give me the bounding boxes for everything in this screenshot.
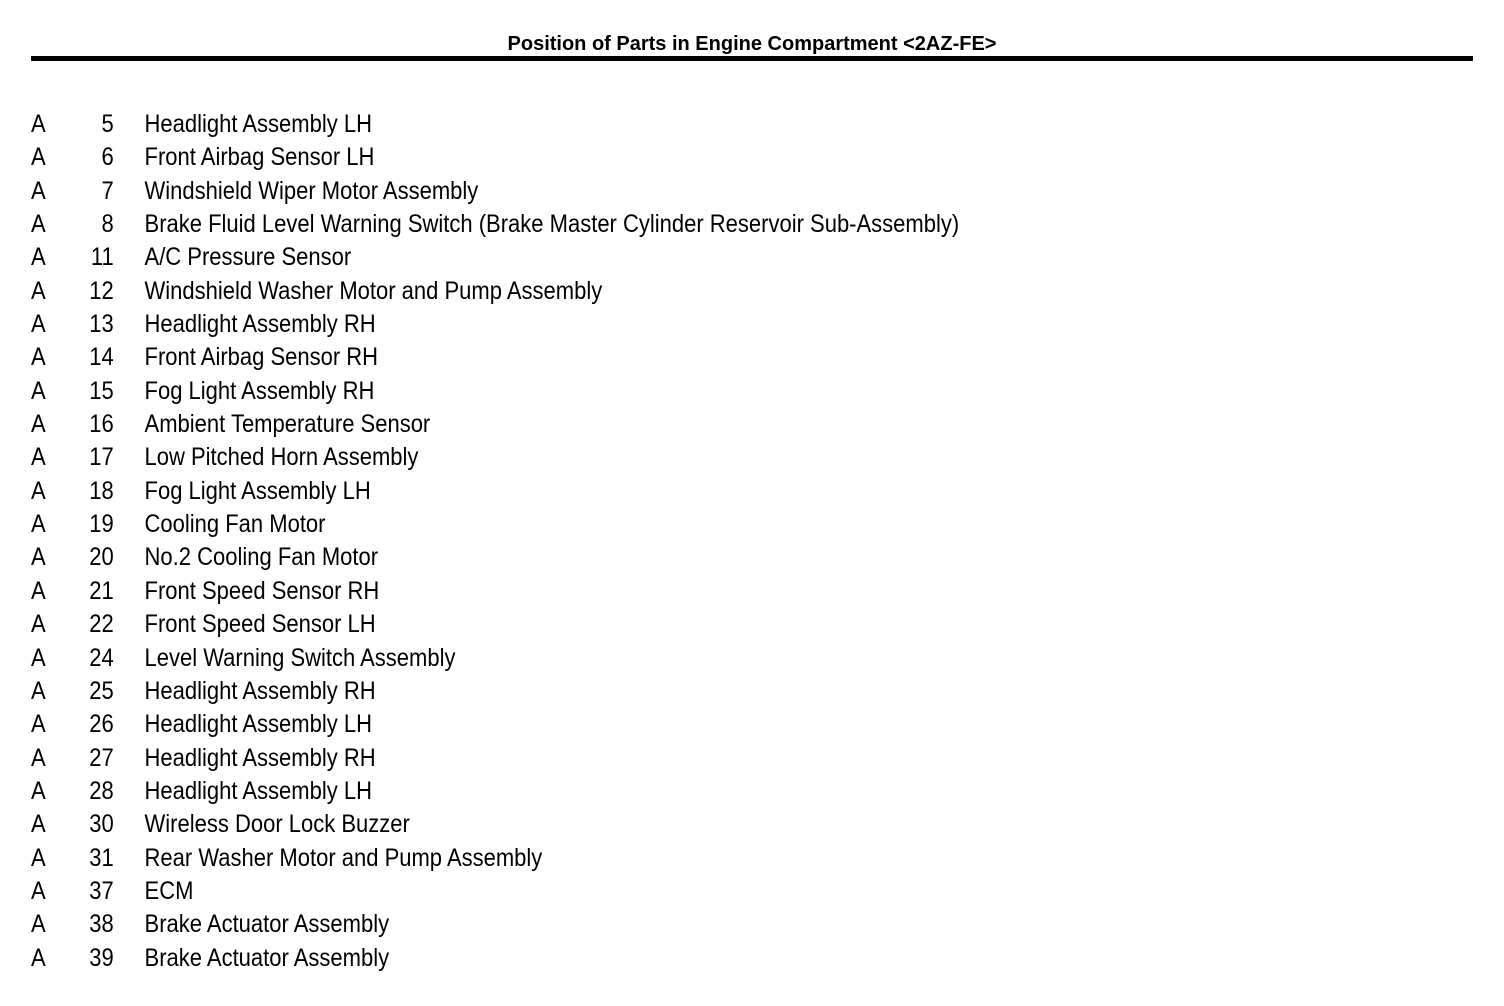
connector-code: A — [31, 476, 46, 505]
list-item — [31, 875, 959, 908]
part-name: Cooling Fan Motor — [144, 510, 326, 539]
connector-number: 30 — [89, 810, 114, 839]
connector-code: A — [31, 143, 46, 172]
connector-number: 24 — [89, 643, 114, 672]
connector-number: 27 — [89, 743, 114, 772]
list-item — [31, 842, 959, 875]
page-title: Position of Parts in Engine Compartment <2AZ-FE> — [507, 33, 997, 55]
part-name: Wireless Door Lock Buzzer — [144, 810, 410, 839]
connector-code: A — [31, 710, 46, 739]
part-name: Front Airbag Sensor RH — [144, 343, 379, 372]
list-item — [31, 708, 959, 741]
connector-number: 16 — [89, 410, 114, 439]
connector-code: A — [31, 876, 46, 905]
connector-number: 37 — [89, 876, 114, 905]
connector-number: 20 — [89, 543, 114, 572]
list-item — [31, 341, 959, 374]
connector-number: 11 — [90, 243, 114, 272]
connector-code: A — [31, 276, 46, 305]
connector-number: 31 — [89, 843, 114, 872]
list-item — [31, 308, 959, 341]
part-name: Front Speed Sensor RH — [144, 576, 380, 605]
connector-number: 12 — [89, 276, 114, 305]
connector-number: 17 — [89, 443, 114, 472]
list-item — [31, 475, 959, 508]
connector-code: A — [31, 376, 46, 405]
connector-code: A — [31, 676, 46, 705]
part-name: Rear Washer Motor and Pump Assembly — [144, 843, 543, 872]
connector-number: 26 — [89, 710, 114, 739]
list-item — [31, 408, 959, 441]
part-name: Ambient Temperature Sensor — [144, 410, 431, 439]
list-item — [31, 642, 959, 675]
connector-code: A — [31, 176, 46, 205]
part-name: Low Pitched Horn Assembly — [144, 443, 419, 472]
part-name: A/C Pressure Sensor — [144, 243, 352, 272]
connector-code: A — [31, 843, 46, 872]
connector-code: A — [31, 610, 46, 639]
part-name: No.2 Cooling Fan Motor — [144, 543, 379, 572]
list-item — [31, 508, 959, 541]
title-divider — [31, 56, 1473, 61]
connector-code: A — [31, 543, 46, 572]
part-name: Brake Actuator Assembly — [144, 943, 390, 972]
connector-number: 8 — [101, 210, 114, 239]
list-item — [31, 608, 959, 641]
connector-code: A — [31, 910, 46, 939]
connector-code: A — [31, 643, 46, 672]
connector-code: A — [31, 510, 46, 539]
part-name: ECM — [144, 876, 194, 905]
connector-number: 28 — [89, 776, 114, 805]
connector-code: A — [31, 310, 46, 339]
list-item — [31, 908, 959, 941]
connector-number: 6 — [101, 143, 114, 172]
list-item — [31, 275, 959, 308]
connector-code: A — [31, 810, 46, 839]
list-item — [31, 175, 959, 208]
connector-number: 39 — [89, 943, 114, 972]
part-name: Headlight Assembly LH — [144, 776, 372, 805]
part-name: Fog Light Assembly RH — [144, 376, 375, 405]
connector-number: 38 — [89, 910, 114, 939]
list-item — [31, 742, 959, 775]
connector-number: 15 — [89, 376, 114, 405]
connector-code: A — [31, 110, 46, 138]
connector-code: A — [31, 943, 46, 972]
part-name: Fog Light Assembly LH — [144, 476, 371, 505]
list-item — [31, 241, 959, 274]
list-item — [31, 108, 959, 141]
connector-code: A — [31, 410, 46, 439]
part-name: Windshield Washer Motor and Pump Assembly — [144, 276, 603, 305]
part-name: Level Warning Switch Assembly — [144, 643, 456, 672]
part-name: Headlight Assembly RH — [144, 310, 376, 339]
connector-number: 14 — [89, 343, 114, 372]
connector-code: A — [31, 343, 46, 372]
part-name: Brake Actuator Assembly — [144, 910, 390, 939]
list-item — [31, 675, 959, 708]
list-item — [31, 441, 959, 474]
part-name: Headlight Assembly LH — [144, 710, 372, 739]
connector-number: 7 — [101, 176, 114, 205]
list-item — [31, 375, 959, 408]
part-name: Headlight Assembly LH — [144, 110, 372, 138]
list-item — [31, 775, 959, 808]
connector-number: 18 — [89, 476, 114, 505]
part-name: Windshield Wiper Motor Assembly — [144, 176, 479, 205]
parts-list — [31, 108, 1086, 975]
connector-number: 13 — [89, 310, 114, 339]
connector-code: A — [31, 743, 46, 772]
connector-code: A — [31, 243, 46, 272]
list-item — [31, 541, 959, 574]
connector-number: 22 — [89, 610, 114, 639]
part-name: Front Speed Sensor LH — [144, 610, 376, 639]
list-item — [31, 808, 959, 841]
connector-number: 25 — [89, 676, 114, 705]
part-name: Front Airbag Sensor LH — [144, 143, 375, 172]
list-item — [31, 141, 959, 174]
part-name: Headlight Assembly RH — [144, 676, 376, 705]
part-name: Headlight Assembly RH — [144, 743, 376, 772]
list-item — [31, 208, 959, 241]
connector-code: A — [31, 210, 46, 239]
connector-number: 21 — [89, 576, 114, 605]
connector-code: A — [31, 443, 46, 472]
list-item — [31, 942, 959, 975]
connector-number: 5 — [101, 110, 114, 138]
list-item — [31, 575, 959, 608]
connector-code: A — [31, 776, 46, 805]
connector-number: 19 — [89, 510, 114, 539]
part-name: Brake Fluid Level Warning Switch (Brake Master Cylinder Reservoir Sub-Assembly) — [144, 210, 960, 239]
connector-code: A — [31, 576, 46, 605]
